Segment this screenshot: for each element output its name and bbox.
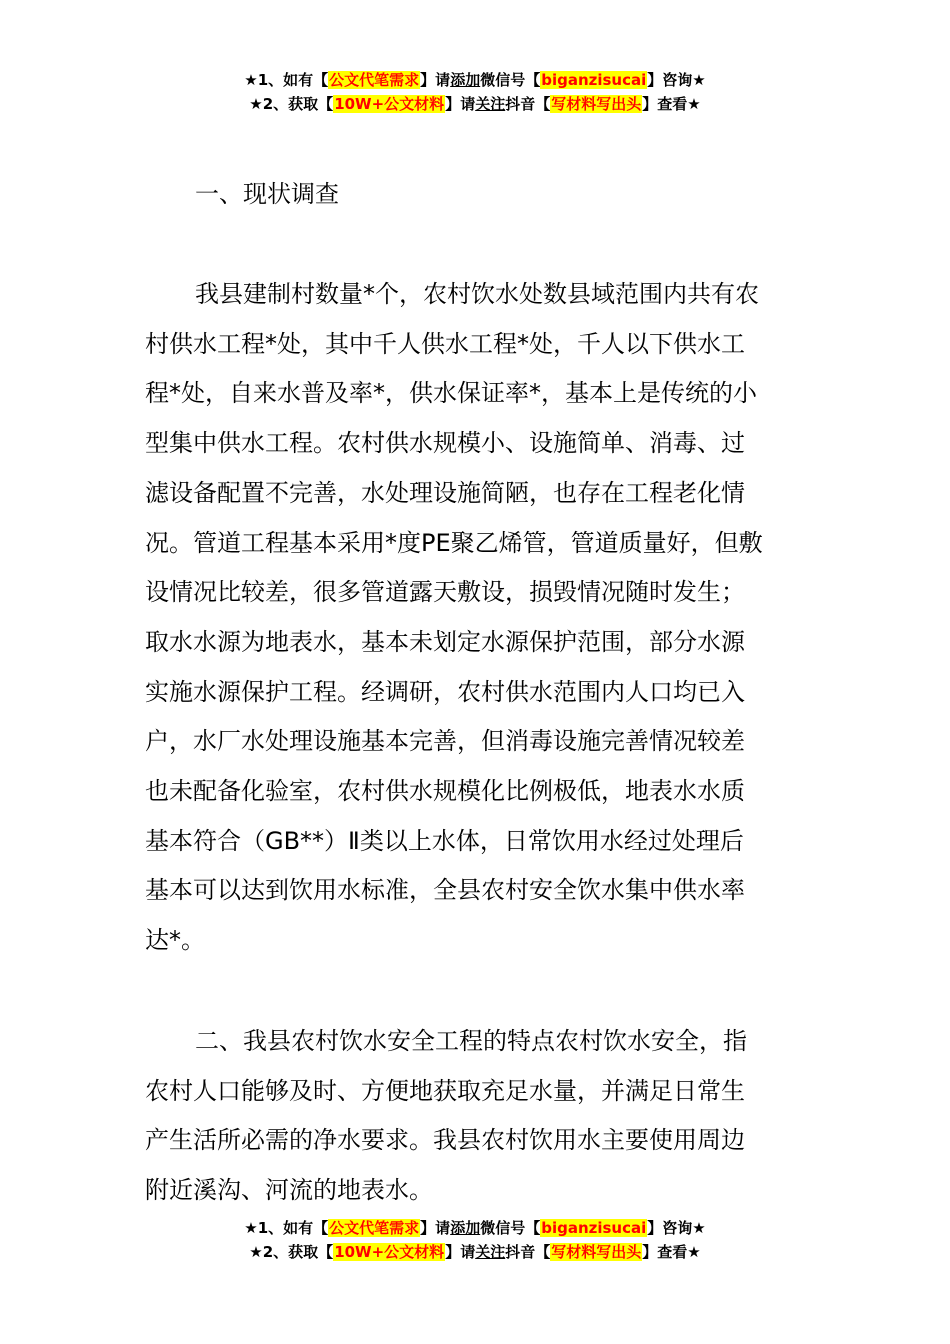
paragraph-line: 实施水源保护工程。经调研，农村供水范围内人口均已入 <box>145 677 745 706</box>
paragraph-line: 村供水工程*处，其中千人供水工程*处，千人以下供水工 <box>145 329 745 358</box>
paragraph-line: 我县建制村数量*个，农村饮水处数县域范围内共有农 <box>195 280 759 308</box>
paragraph-line: 户，水厂水处理设施基本完善，但消毒设施完善情况较差 <box>145 727 745 756</box>
highlight-douyin-account: 写材料写出头 <box>551 1243 642 1261</box>
paragraph-line: 滤设备配置不完善，水处理设施简陋，也存在工程老化情 <box>145 478 745 507</box>
banner-line-1: ★1、如有【公文代笔需求】请添加微信号【biganzisucai】咨询★ <box>244 1219 706 1237</box>
paragraph-line: 设情况比较差，很多管道露天敷设，损毁情况随时发生； <box>145 578 745 607</box>
highlight-materials: 10W+公文材料 <box>334 95 445 113</box>
paragraph-line: 况。管道工程基本采用*度PE聚乙烯管，管道质量好，但敷 <box>145 528 763 557</box>
section-heading-1: 一、现状调查 <box>195 180 339 208</box>
highlight-service: 公文代笔需求 <box>329 71 420 89</box>
paragraph-line: 也未配备化验室，农村供水规模化比例极低，地表水水质 <box>145 777 745 806</box>
top-banner <box>0 68 950 116</box>
paragraph-line: 基本可以达到饮用水标准，全县农村安全饮水集中供水率 <box>145 876 745 905</box>
paragraph-line: 程*处，自来水普及率*，供水保证率*，基本上是传统的小 <box>145 379 757 408</box>
paragraph-line: 达*。 <box>145 926 205 955</box>
highlight-wechat-id: biganzisucai <box>541 71 647 89</box>
highlight-wechat-id: biganzisucai <box>541 1219 647 1237</box>
paragraph-line: 二、我县农村饮水安全工程的特点农村饮水安全，指 <box>195 1027 747 1055</box>
paragraph-line: 附近溪沟、河流的地表水。 <box>145 1176 433 1205</box>
paragraph-1 <box>145 270 808 966</box>
highlight-materials: 10W+公文材料 <box>334 1243 445 1261</box>
paragraph-line: 取水水源为地表水，基本未划定水源保护范围，部分水源 <box>145 627 745 656</box>
banner-line-2: ★2、获取【10W+公文材料】请关注抖音【写材料写出头】查看★ <box>249 95 701 113</box>
bottom-banner <box>0 1216 950 1264</box>
highlight-douyin-account: 写材料写出头 <box>551 95 642 113</box>
paragraph-line: 产生活所必需的净水要求。我县农村饮用水主要使用周边 <box>145 1126 745 1155</box>
paragraph-2 <box>145 1017 808 1216</box>
paragraph-line: 型集中供水工程。农村供水规模小、设施简单、消毒、过 <box>145 429 745 458</box>
paragraph-line: 基本符合（GB**）Ⅱ类以上水体，日常饮用水经过处理后 <box>145 826 744 855</box>
banner-line-1: ★1、如有【公文代笔需求】请添加微信号【biganzisucai】咨询★ <box>244 71 706 89</box>
highlight-service: 公文代笔需求 <box>329 1219 420 1237</box>
paragraph-line: 农村人口能够及时、方便地获取充足水量，并满足日常生 <box>145 1076 745 1105</box>
banner-line-2: ★2、获取【10W+公文材料】请关注抖音【写材料写出头】查看★ <box>249 1243 701 1261</box>
